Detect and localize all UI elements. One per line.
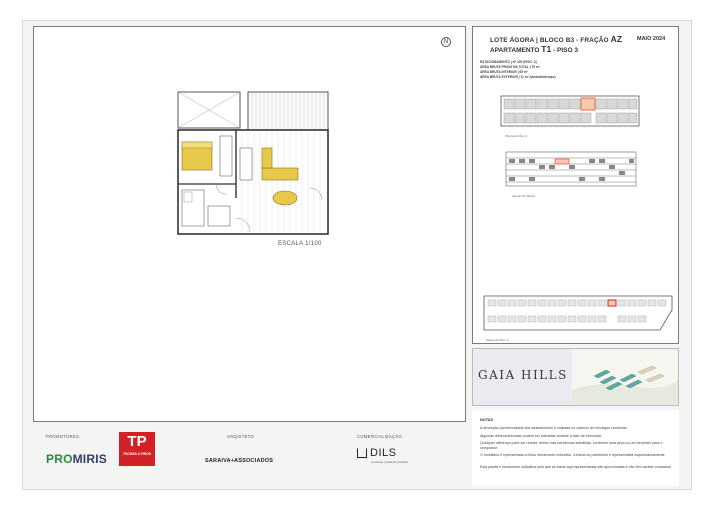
dils-tagline: Consultoria e Mediação Imobiliária: [371, 461, 408, 464]
marketing-label: COMERCIALIZAÇÃO: [357, 434, 402, 439]
architect-label: ARQUITETO: [227, 434, 255, 439]
dils-square-icon: [357, 448, 367, 458]
promoters-label: PROMOTORES: [46, 434, 80, 439]
subtitle-prefix: APARTAMENTO: [490, 47, 540, 54]
area-line: ÁREA BRUTA EXTERIOR | 11 m² (varanda/terraço): [480, 75, 556, 79]
north-arrow-icon: N: [441, 37, 451, 47]
highlighted-unit: [555, 159, 569, 164]
tp-name: THOMAS & PIRON: [123, 452, 151, 456]
area-line: ÁREA BRUTA INTERIOR | 65 m²: [480, 70, 528, 74]
gaia-hills-logo: GAIA HILLS: [478, 368, 568, 382]
notes-title: NOTAS: [480, 418, 494, 422]
note-item: Algumas dimensões/cotas podem ser alteradas durante a fase de execução.: [480, 434, 603, 438]
caption-ground-plan: Planta do Piso -2: [486, 338, 509, 342]
dils-word: DILS: [370, 447, 397, 459]
caption-floor-plan: Planta do Piso 3: [505, 134, 527, 138]
promiris-logo-part: MIRIS: [72, 452, 107, 466]
key-plan-floor: [500, 92, 640, 130]
subtitle-floor: - PISO 3: [553, 47, 578, 54]
highlighted-unit: [608, 300, 616, 306]
document-date: MAIO 2024: [637, 36, 666, 42]
document-subtitle: [490, 44, 578, 54]
thomas-piron-logo: [119, 432, 155, 466]
area-line: ESTACIONAMENTO | Nº 120 (PISO -2): [480, 60, 537, 64]
plan-scale-label: ESCALA 1/100: [278, 241, 322, 247]
floor-plan-drawing: [170, 88, 340, 238]
note-item: A descrição pormenorizada dos acabamentos é indicada no caderno de encargos comercial.: [480, 426, 628, 430]
key-plan-elevation: [505, 150, 637, 190]
highlighted-unit: [581, 98, 595, 110]
area-line: ÁREA BRUTA PRIVATIVA TOTAL | 75 m²: [480, 65, 540, 69]
caption-elevation: Alçado do Tardoz: [512, 194, 536, 198]
note-item: Qualquer diferença pode ser revista, dentro das tolerâncias admitidas, conforme uma peça ou um benefício para o comprador.: [480, 441, 663, 450]
note-item: O mobiliário é representado a título meramente indicativo. A trama do pavimento é representada esquematicamente.: [480, 453, 666, 457]
note-item: Esta planta é meramente indicativa pelo que as áreas aqui apresentadas são aproximadas e não têm caráter contratual.: [480, 465, 672, 469]
key-plan-ground: [482, 290, 674, 336]
promiris-logo-part: PRO: [46, 452, 73, 466]
tp-mark: TP: [127, 433, 147, 450]
title-fraction: AZ: [610, 34, 623, 44]
promiris-logo: [46, 452, 107, 466]
architect-logo: SARAIVA+ASSOCIADOS: [205, 458, 274, 464]
document-title: [490, 34, 622, 44]
site-aerial-illustration: [572, 350, 678, 404]
subtitle-type: T1: [541, 44, 552, 54]
area-summary: [480, 60, 556, 80]
title-prefix: LOTE ÁGORA | BLOCO B3 - FRAÇÃO: [490, 37, 609, 44]
